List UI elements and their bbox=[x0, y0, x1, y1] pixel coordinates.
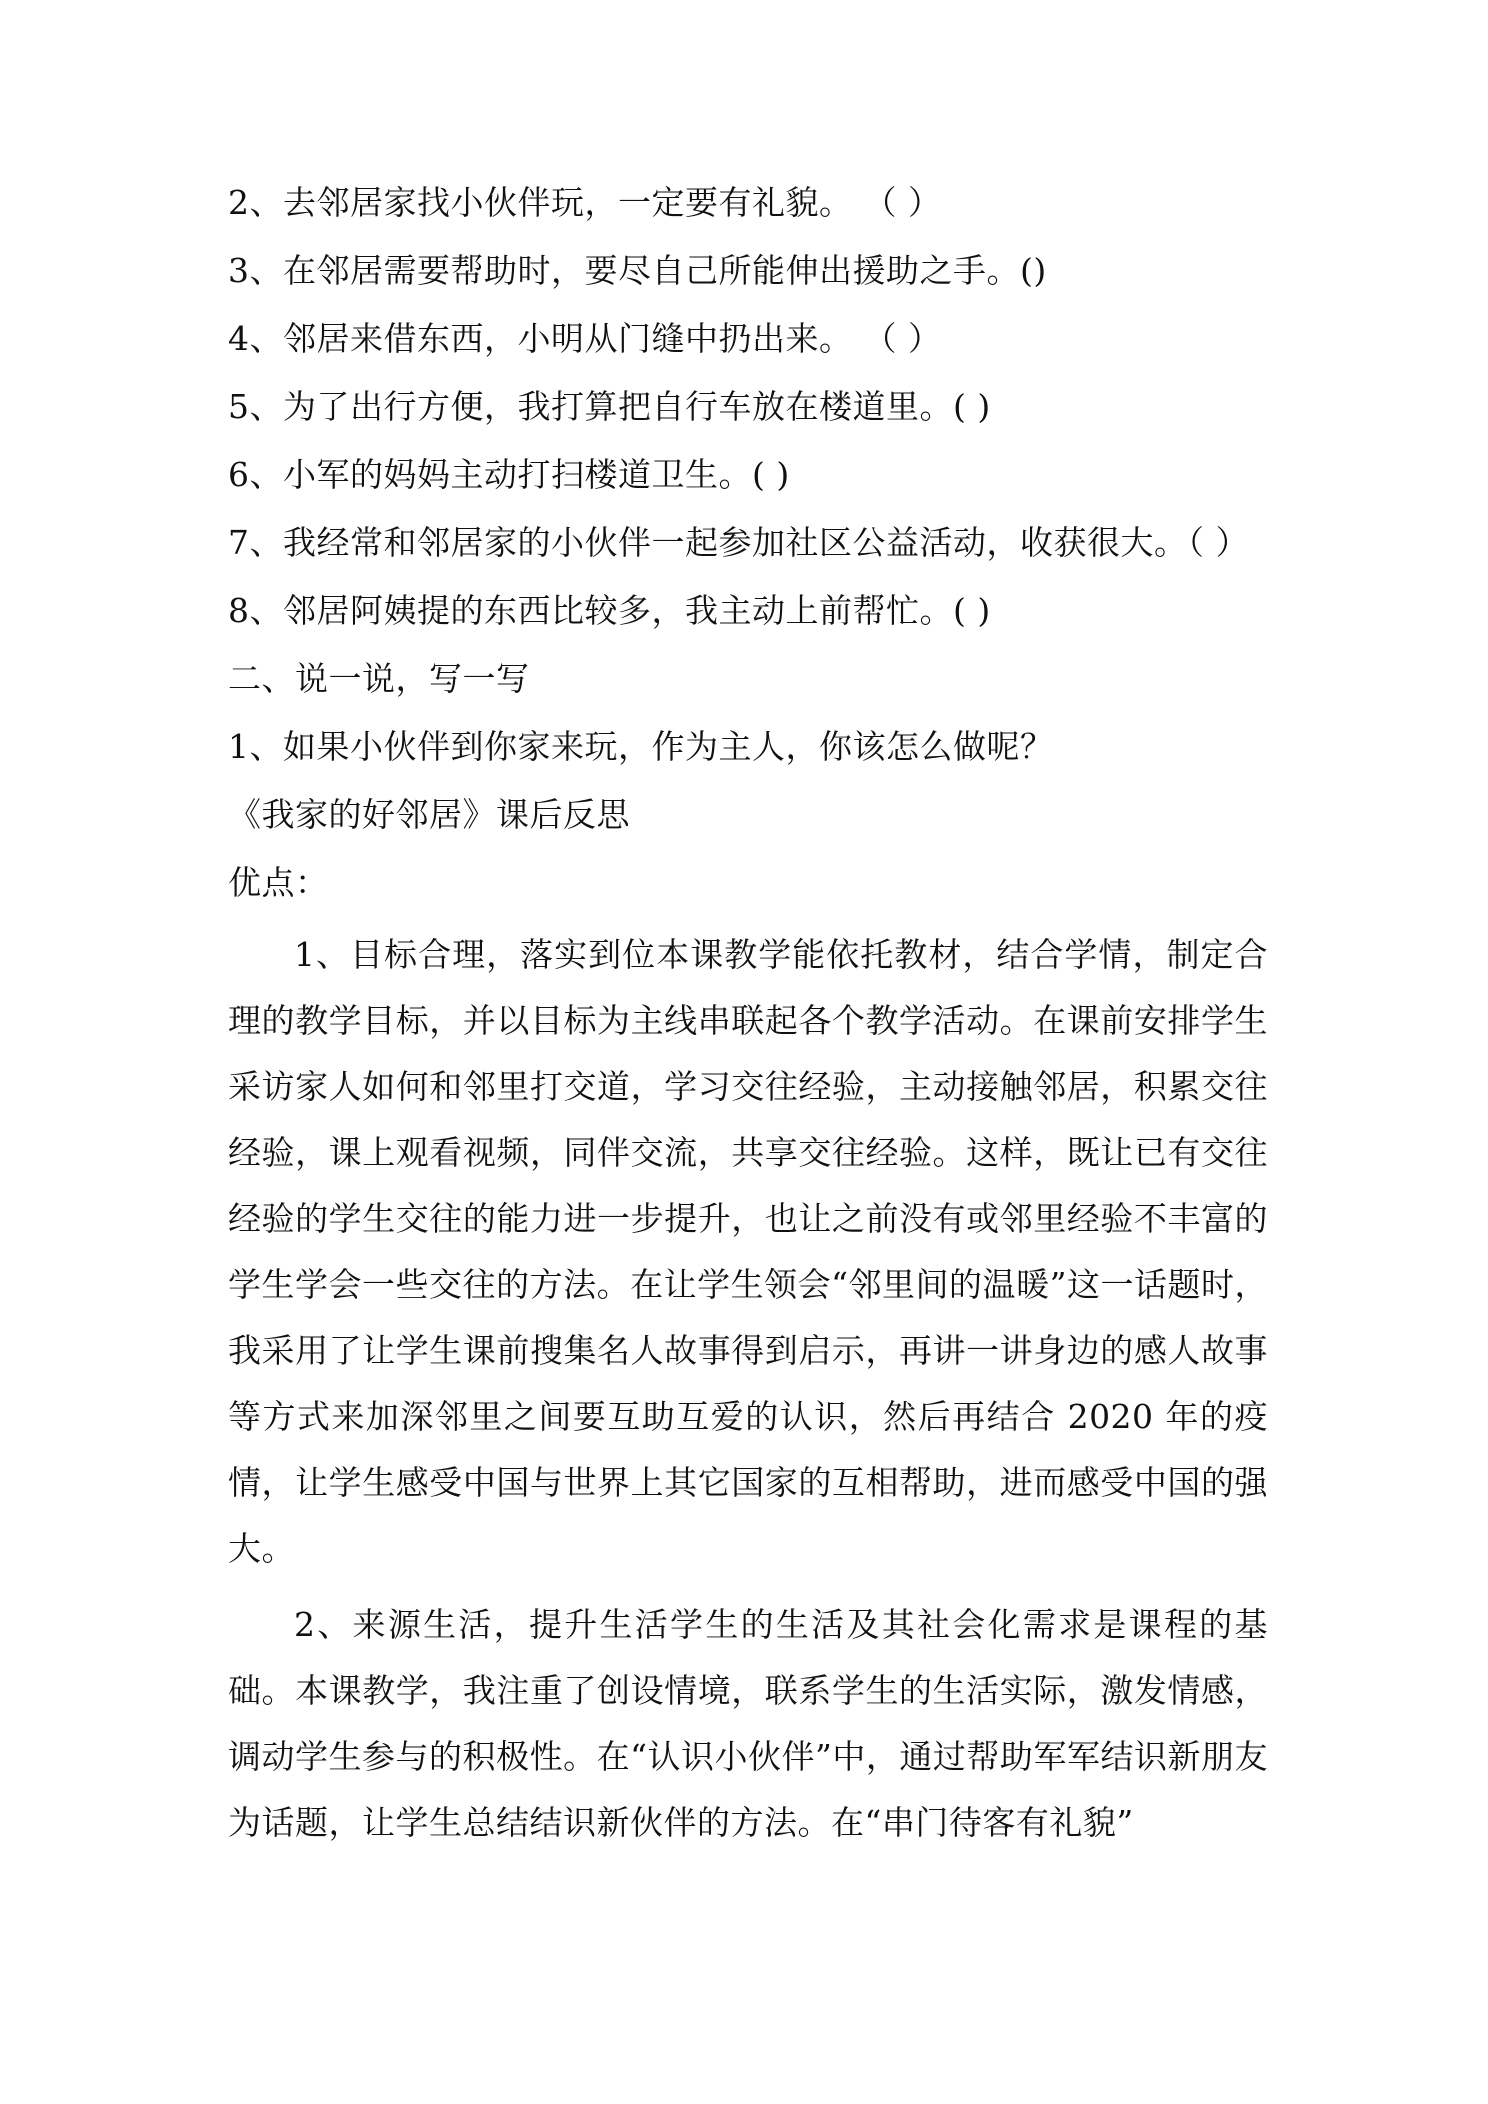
question-7: 7、我经常和邻居家的小伙伴一起参加社区公益活动，收获很大。（ ） bbox=[228, 523, 1249, 562]
merits-label: 优点： bbox=[228, 863, 329, 902]
question-3: 3、在邻居需要帮助时，要尽自己所能伸出援助之手。() bbox=[228, 251, 1047, 290]
question-8: 8、邻居阿姨提的东西比较多，我主动上前帮忙。( ) bbox=[228, 591, 991, 630]
question-2: 2、去邻居家找小伙伴玩，一定要有礼貌。 （ ） bbox=[228, 183, 942, 222]
question-6: 6、小军的妈妈主动打扫楼道卫生。( ) bbox=[228, 455, 790, 494]
reflection-title: 《我家的好邻居》课后反思 bbox=[228, 795, 630, 834]
question-5: 5、为了出行方便，我打算把自行车放在楼道里。( ) bbox=[228, 387, 991, 426]
section-two-heading: 二、说一说，写一写 bbox=[228, 659, 530, 698]
section-two-question: 1、如果小伙伴到你家来玩，作为主人，你该怎么做呢？ bbox=[228, 727, 1054, 766]
reflection-paragraph-2: 2、来源生活，提升生活学生的生活及其社会化需求是课程的基础。本课教学，我注重了创设情境，联系学生的生活实际，激发情感，调动学生参与的积极性。在“认识小伙伴”中，通过帮助军军结识新朋友为话题，让学生总结结识新伙伴的方法。在“串门待客有礼貌” bbox=[228, 1605, 1268, 1842]
question-4: 4、邻居来借东西，小明从门缝中扔出来。 （ ） bbox=[228, 319, 942, 358]
reflection-paragraph-1: 1、目标合理，落实到位本课教学能依托教材，结合学情，制定合理的教学目标，并以目标为主线串联起各个教学活动。在课前安排学生采访家人如何和邻里打交道，学习交往经验，主动接触邻居，积累交往经验，课上观看视频，同伴交流，共享交往经验。这样，既让已有交往经验的学生交往的能力进一步提升，也让之前没有或邻里经验不丰富的学生学会一些交往的方法。在让学生领会“邻里间的温暖”这一话题时，我采用了让学生课前搜集名人故事得到启示，再讲一讲身边的感人故事等方式来加深邻里之间要互助互爱的认识，然后再结合 2020 年的疫情，让学生感受中国与世界上其它国家的互相帮助，进而感受中国的强大。 bbox=[228, 935, 1268, 1568]
